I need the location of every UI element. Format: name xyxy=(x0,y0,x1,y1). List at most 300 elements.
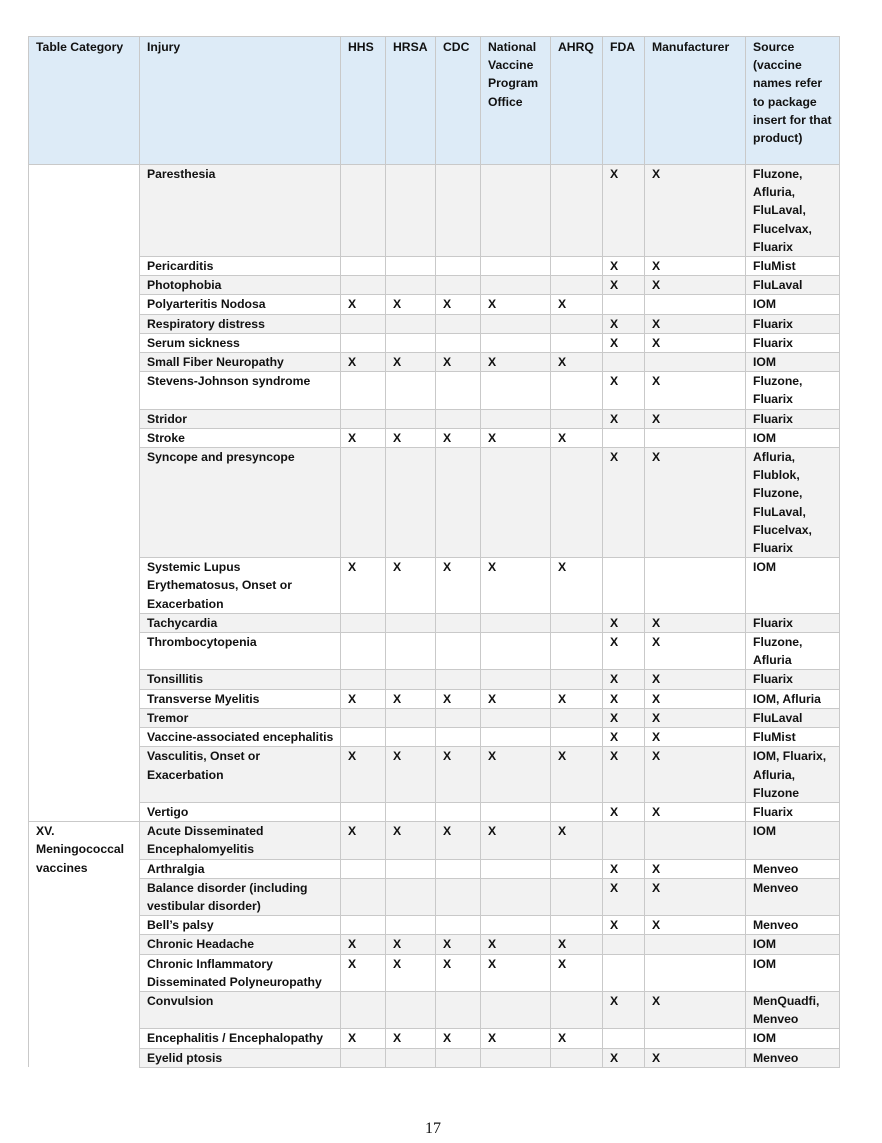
agency-mark-cell xyxy=(645,935,746,954)
injury-cell: Systemic Lupus Erythematosus, Onset or Exacerbation xyxy=(140,558,341,614)
agency-mark-cell xyxy=(386,859,436,878)
injury-cell: Photophobia xyxy=(140,276,341,295)
agency-mark-cell xyxy=(436,333,481,352)
source-cell: IOM xyxy=(746,558,840,614)
agency-mark-cell xyxy=(481,257,551,276)
agency-mark-cell xyxy=(481,409,551,428)
agency-mark-cell xyxy=(436,165,481,257)
agency-mark-cell: X xyxy=(645,728,746,747)
agency-mark-cell: X xyxy=(481,558,551,614)
agency-mark-cell: X xyxy=(481,747,551,803)
injury-cell: Encephalitis / Encephalopathy xyxy=(140,1029,341,1048)
agency-mark-cell xyxy=(481,916,551,935)
agency-mark-cell: X xyxy=(551,935,603,954)
agency-mark-cell: X xyxy=(436,558,481,614)
page-number: 17 xyxy=(425,1120,441,1137)
agency-mark-cell xyxy=(481,314,551,333)
agency-mark-cell xyxy=(436,448,481,558)
table-body xyxy=(29,165,840,1068)
injury-cell: Stroke xyxy=(140,428,341,447)
agency-mark-cell xyxy=(386,633,436,670)
agency-mark-cell xyxy=(551,314,603,333)
header-manufacturer: Manufacturer xyxy=(645,37,746,165)
agency-mark-cell xyxy=(481,670,551,689)
agency-mark-cell: X xyxy=(603,314,645,333)
agency-mark-cell xyxy=(386,670,436,689)
agency-mark-cell: X xyxy=(481,954,551,991)
source-cell: Fluarix xyxy=(746,314,840,333)
agency-mark-cell: X xyxy=(436,747,481,803)
agency-mark-cell xyxy=(645,558,746,614)
agency-mark-cell: X xyxy=(645,878,746,915)
agency-mark-cell xyxy=(645,353,746,372)
header-hrsa: HRSA xyxy=(386,37,436,165)
table-row xyxy=(29,613,840,632)
source-cell: Fluarix xyxy=(746,333,840,352)
agency-mark-cell: X xyxy=(551,822,603,859)
agency-mark-cell xyxy=(436,613,481,632)
source-cell: Fluzone, Fluarix xyxy=(746,372,840,409)
agency-mark-cell xyxy=(603,428,645,447)
agency-mark-cell xyxy=(341,409,386,428)
agency-mark-cell xyxy=(645,954,746,991)
agency-mark-cell: X xyxy=(645,333,746,352)
header-source: Source (vaccine names refer to package insert for that product) xyxy=(746,37,840,165)
source-cell: Menveo xyxy=(746,1048,840,1067)
agency-mark-cell xyxy=(341,916,386,935)
agency-mark-cell: X xyxy=(603,916,645,935)
injury-cell: Polyarteritis Nodosa xyxy=(140,295,341,314)
agency-mark-cell: X xyxy=(603,333,645,352)
agency-mark-cell xyxy=(386,613,436,632)
table-row xyxy=(29,353,840,372)
header-fda: FDA xyxy=(603,37,645,165)
agency-mark-cell: X xyxy=(645,372,746,409)
agency-mark-cell: X xyxy=(341,295,386,314)
table-row xyxy=(29,409,840,428)
injury-cell: Small Fiber Neuropathy xyxy=(140,353,341,372)
agency-mark-cell xyxy=(341,372,386,409)
source-cell: Menveo xyxy=(746,916,840,935)
agency-mark-cell xyxy=(551,916,603,935)
injury-cell: Tachycardia xyxy=(140,613,341,632)
source-cell: Afluria, Flublok, Fluzone, FluLaval, Flucelvax, Fluarix xyxy=(746,448,840,558)
agency-mark-cell xyxy=(645,1029,746,1048)
agency-mark-cell xyxy=(386,333,436,352)
table-row xyxy=(29,747,840,803)
injury-cell: Serum sickness xyxy=(140,333,341,352)
agency-mark-cell xyxy=(386,708,436,727)
table-row xyxy=(29,689,840,708)
table-row xyxy=(29,372,840,409)
agency-mark-cell xyxy=(436,314,481,333)
agency-mark-cell xyxy=(436,916,481,935)
agency-mark-cell xyxy=(603,954,645,991)
agency-mark-cell: X xyxy=(551,295,603,314)
agency-mark-cell: X xyxy=(481,689,551,708)
table-row xyxy=(29,935,840,954)
agency-mark-cell xyxy=(341,728,386,747)
injury-cell: Paresthesia xyxy=(140,165,341,257)
agency-mark-cell xyxy=(645,822,746,859)
agency-mark-cell: X xyxy=(645,991,746,1028)
agency-mark-cell: X xyxy=(436,689,481,708)
injury-cell: Chronic Headache xyxy=(140,935,341,954)
injury-cell: Eyelid ptosis xyxy=(140,1048,341,1067)
injury-cell: Stevens-Johnson syndrome xyxy=(140,372,341,409)
agency-mark-cell: X xyxy=(603,633,645,670)
agency-mark-cell xyxy=(481,633,551,670)
header-ahrq: AHRQ xyxy=(551,37,603,165)
agency-mark-cell: X xyxy=(481,822,551,859)
agency-mark-cell xyxy=(481,991,551,1028)
agency-mark-cell xyxy=(436,708,481,727)
vaccine-injury-table xyxy=(28,36,840,1068)
table-row xyxy=(29,822,840,859)
header-injury: Injury xyxy=(140,37,341,165)
table-row xyxy=(29,314,840,333)
agency-mark-cell: X xyxy=(645,1048,746,1067)
agency-mark-cell: X xyxy=(603,1048,645,1067)
agency-mark-cell xyxy=(341,333,386,352)
agency-mark-cell xyxy=(603,295,645,314)
source-cell: Fluarix xyxy=(746,670,840,689)
agency-mark-cell: X xyxy=(436,954,481,991)
agency-mark-cell: X xyxy=(603,409,645,428)
injury-cell: Thrombocytopenia xyxy=(140,633,341,670)
source-cell: IOM xyxy=(746,935,840,954)
agency-mark-cell xyxy=(341,802,386,821)
agency-mark-cell: X xyxy=(341,747,386,803)
source-cell: IOM xyxy=(746,822,840,859)
agency-mark-cell: X xyxy=(481,295,551,314)
agency-mark-cell xyxy=(436,728,481,747)
agency-mark-cell xyxy=(551,633,603,670)
agency-mark-cell: X xyxy=(436,935,481,954)
table-row xyxy=(29,276,840,295)
agency-mark-cell: X xyxy=(481,935,551,954)
agency-mark-cell xyxy=(481,802,551,821)
agency-mark-cell: X xyxy=(341,1029,386,1048)
agency-mark-cell xyxy=(341,613,386,632)
source-cell: IOM xyxy=(746,295,840,314)
agency-mark-cell: X xyxy=(603,276,645,295)
agency-mark-cell xyxy=(341,633,386,670)
agency-mark-cell xyxy=(603,353,645,372)
agency-mark-cell xyxy=(551,670,603,689)
injury-cell: Tremor xyxy=(140,708,341,727)
agency-mark-cell: X xyxy=(341,822,386,859)
agency-mark-cell: X xyxy=(341,689,386,708)
agency-mark-cell: X xyxy=(645,314,746,333)
injury-cell: Arthralgia xyxy=(140,859,341,878)
agency-mark-cell: X xyxy=(341,428,386,447)
vaccine-injury-table-container xyxy=(28,36,839,1068)
agency-mark-cell: X xyxy=(436,822,481,859)
agency-mark-cell: X xyxy=(603,859,645,878)
agency-mark-cell xyxy=(551,333,603,352)
table-header xyxy=(29,37,840,165)
agency-mark-cell xyxy=(551,859,603,878)
injury-cell: Balance disorder (including vestibular disorder) xyxy=(140,878,341,915)
source-cell: MenQuadfi, Menveo xyxy=(746,991,840,1028)
agency-mark-cell: X xyxy=(551,1029,603,1048)
table-row xyxy=(29,1029,840,1048)
agency-mark-cell: X xyxy=(603,165,645,257)
agency-mark-cell xyxy=(436,670,481,689)
injury-cell: Transverse Myelitis xyxy=(140,689,341,708)
agency-mark-cell xyxy=(386,257,436,276)
agency-mark-cell: X xyxy=(603,802,645,821)
agency-mark-cell xyxy=(386,314,436,333)
source-cell: IOM xyxy=(746,353,840,372)
agency-mark-cell xyxy=(551,802,603,821)
agency-mark-cell: X xyxy=(645,916,746,935)
injury-cell: Chronic Inflammatory Disseminated Polyneuropathy xyxy=(140,954,341,991)
agency-mark-cell: X xyxy=(645,859,746,878)
table-row xyxy=(29,859,840,878)
agency-mark-cell xyxy=(551,409,603,428)
agency-mark-cell: X xyxy=(481,353,551,372)
table-row xyxy=(29,670,840,689)
agency-mark-cell: X xyxy=(386,935,436,954)
table-row xyxy=(29,708,840,727)
header-table-category: Table Category xyxy=(29,37,140,165)
agency-mark-cell: X xyxy=(645,165,746,257)
agency-mark-cell: X xyxy=(386,295,436,314)
agency-mark-cell xyxy=(603,558,645,614)
agency-mark-cell xyxy=(341,276,386,295)
source-cell: IOM xyxy=(746,1029,840,1048)
table-row xyxy=(29,991,840,1028)
agency-mark-cell: X xyxy=(386,747,436,803)
agency-mark-cell xyxy=(603,935,645,954)
agency-mark-cell xyxy=(481,448,551,558)
agency-mark-cell xyxy=(551,448,603,558)
header-hhs: HHS xyxy=(341,37,386,165)
agency-mark-cell: X xyxy=(551,428,603,447)
agency-mark-cell xyxy=(386,1048,436,1067)
agency-mark-cell xyxy=(386,878,436,915)
agency-mark-cell xyxy=(341,165,386,257)
agency-mark-cell xyxy=(386,916,436,935)
agency-mark-cell xyxy=(386,728,436,747)
injury-cell: Syncope and presyncope xyxy=(140,448,341,558)
agency-mark-cell xyxy=(386,276,436,295)
injury-cell: Vaccine-associated encephalitis xyxy=(140,728,341,747)
agency-mark-cell xyxy=(481,372,551,409)
agency-mark-cell: X xyxy=(386,558,436,614)
source-cell: Fluarix xyxy=(746,613,840,632)
table-row xyxy=(29,333,840,352)
agency-mark-cell xyxy=(551,276,603,295)
injury-cell: Vasculitis, Onset or Exacerbation xyxy=(140,747,341,803)
injury-cell: Convulsion xyxy=(140,991,341,1028)
agency-mark-cell: X xyxy=(603,747,645,803)
agency-mark-cell: X xyxy=(386,954,436,991)
agency-mark-cell xyxy=(481,728,551,747)
agency-mark-cell: X xyxy=(386,689,436,708)
agency-mark-cell xyxy=(341,257,386,276)
agency-mark-cell xyxy=(341,878,386,915)
source-cell: IOM xyxy=(746,954,840,991)
header-cdc: CDC xyxy=(436,37,481,165)
source-cell: IOM xyxy=(746,428,840,447)
source-cell: IOM, Afluria xyxy=(746,689,840,708)
agency-mark-cell xyxy=(551,1048,603,1067)
injury-cell: Bell’s palsy xyxy=(140,916,341,935)
agency-mark-cell: X xyxy=(645,276,746,295)
agency-mark-cell xyxy=(341,991,386,1028)
agency-mark-cell: X xyxy=(551,558,603,614)
agency-mark-cell: X xyxy=(386,428,436,447)
injury-cell: Stridor xyxy=(140,409,341,428)
table-row xyxy=(29,428,840,447)
agency-mark-cell xyxy=(645,428,746,447)
table-category-cell xyxy=(29,165,140,822)
table-category-cell: XV. Meningococcal vaccines xyxy=(29,822,140,1068)
table-row xyxy=(29,633,840,670)
agency-mark-cell xyxy=(481,276,551,295)
agency-mark-cell: X xyxy=(645,708,746,727)
table-row xyxy=(29,878,840,915)
agency-mark-cell xyxy=(341,1048,386,1067)
injury-cell: Tonsillitis xyxy=(140,670,341,689)
table-row xyxy=(29,257,840,276)
agency-mark-cell: X xyxy=(436,1029,481,1048)
agency-mark-cell xyxy=(386,409,436,428)
agency-mark-cell: X xyxy=(645,747,746,803)
source-cell: IOM, Fluarix, Afluria, Fluzone xyxy=(746,747,840,803)
agency-mark-cell xyxy=(341,314,386,333)
agency-mark-cell xyxy=(386,802,436,821)
agency-mark-cell xyxy=(551,878,603,915)
injury-cell: Acute Disseminated Encephalomyelitis xyxy=(140,822,341,859)
agency-mark-cell: X xyxy=(603,257,645,276)
agency-mark-cell xyxy=(481,613,551,632)
agency-mark-cell xyxy=(436,633,481,670)
agency-mark-cell: X xyxy=(436,295,481,314)
agency-mark-cell xyxy=(436,878,481,915)
agency-mark-cell: X xyxy=(551,689,603,708)
agency-mark-cell xyxy=(436,276,481,295)
agency-mark-cell: X xyxy=(436,428,481,447)
agency-mark-cell xyxy=(386,372,436,409)
agency-mark-cell xyxy=(386,165,436,257)
agency-mark-cell: X xyxy=(645,613,746,632)
table-row xyxy=(29,954,840,991)
source-cell: FluMist xyxy=(746,728,840,747)
agency-mark-cell: X xyxy=(603,613,645,632)
agency-mark-cell: X xyxy=(645,448,746,558)
source-cell: Fluzone, Afluria, FluLaval, Flucelvax, Fluarix xyxy=(746,165,840,257)
agency-mark-cell: X xyxy=(551,747,603,803)
agency-mark-cell xyxy=(436,1048,481,1067)
source-cell: Menveo xyxy=(746,859,840,878)
agency-mark-cell: X xyxy=(341,935,386,954)
agency-mark-cell xyxy=(436,859,481,878)
injury-cell: Respiratory distress xyxy=(140,314,341,333)
agency-mark-cell: X xyxy=(341,353,386,372)
agency-mark-cell: X xyxy=(603,708,645,727)
source-cell: Menveo xyxy=(746,878,840,915)
agency-mark-cell xyxy=(436,991,481,1028)
agency-mark-cell xyxy=(481,859,551,878)
header-row xyxy=(29,37,840,165)
agency-mark-cell xyxy=(603,1029,645,1048)
agency-mark-cell xyxy=(551,257,603,276)
agency-mark-cell xyxy=(341,670,386,689)
agency-mark-cell: X xyxy=(645,802,746,821)
agency-mark-cell xyxy=(436,409,481,428)
source-cell: Fluzone, Afluria xyxy=(746,633,840,670)
agency-mark-cell xyxy=(603,822,645,859)
table-row xyxy=(29,295,840,314)
table-row xyxy=(29,916,840,935)
agency-mark-cell: X xyxy=(603,728,645,747)
source-cell: Fluarix xyxy=(746,409,840,428)
table-row xyxy=(29,448,840,558)
agency-mark-cell xyxy=(551,708,603,727)
agency-mark-cell: X xyxy=(436,353,481,372)
table-row xyxy=(29,558,840,614)
agency-mark-cell: X xyxy=(603,991,645,1028)
agency-mark-cell: X xyxy=(551,954,603,991)
agency-mark-cell: X xyxy=(603,448,645,558)
agency-mark-cell: X xyxy=(481,1029,551,1048)
source-cell: FluLaval xyxy=(746,708,840,727)
table-row xyxy=(29,165,840,257)
agency-mark-cell xyxy=(645,295,746,314)
source-cell: Fluarix xyxy=(746,802,840,821)
agency-mark-cell xyxy=(481,878,551,915)
agency-mark-cell: X xyxy=(603,878,645,915)
agency-mark-cell: X xyxy=(386,353,436,372)
header-nvpo: National Vaccine Program Office xyxy=(481,37,551,165)
agency-mark-cell: X xyxy=(645,257,746,276)
agency-mark-cell xyxy=(436,802,481,821)
agency-mark-cell: X xyxy=(481,428,551,447)
agency-mark-cell xyxy=(481,165,551,257)
agency-mark-cell: X xyxy=(603,689,645,708)
injury-cell: Vertigo xyxy=(140,802,341,821)
table-row xyxy=(29,1048,840,1067)
agency-mark-cell: X xyxy=(386,1029,436,1048)
agency-mark-cell xyxy=(551,728,603,747)
agency-mark-cell xyxy=(481,333,551,352)
agency-mark-cell: X xyxy=(645,689,746,708)
agency-mark-cell: X xyxy=(603,670,645,689)
agency-mark-cell xyxy=(386,448,436,558)
agency-mark-cell: X xyxy=(645,633,746,670)
agency-mark-cell xyxy=(481,1048,551,1067)
agency-mark-cell: X xyxy=(341,558,386,614)
agency-mark-cell: X xyxy=(386,822,436,859)
agency-mark-cell xyxy=(386,991,436,1028)
agency-mark-cell: X xyxy=(551,353,603,372)
agency-mark-cell: X xyxy=(645,409,746,428)
table-row xyxy=(29,728,840,747)
table-row xyxy=(29,802,840,821)
agency-mark-cell xyxy=(341,859,386,878)
agency-mark-cell xyxy=(341,708,386,727)
agency-mark-cell xyxy=(551,613,603,632)
agency-mark-cell xyxy=(341,448,386,558)
agency-mark-cell: X xyxy=(341,954,386,991)
agency-mark-cell xyxy=(551,165,603,257)
agency-mark-cell: X xyxy=(645,670,746,689)
agency-mark-cell xyxy=(551,991,603,1028)
